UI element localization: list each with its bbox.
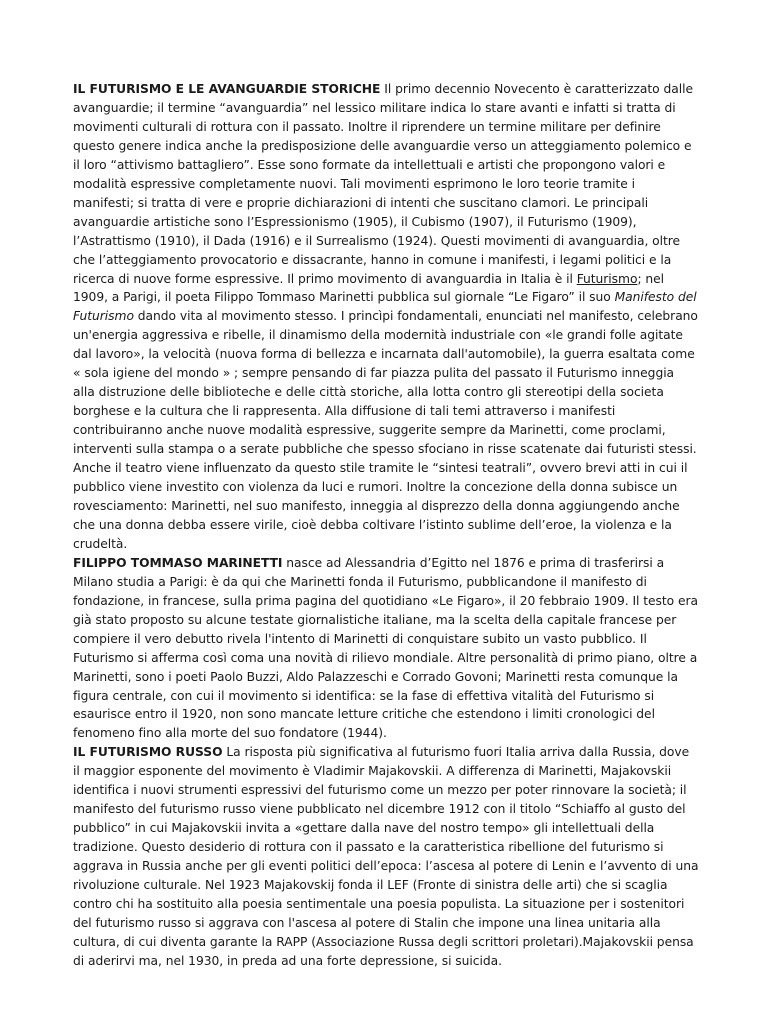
section-body: dando vita al movimento stesso. I princìpi fondamentali, enunciati nel manifesto, celebrano un'energia aggressiva e ribelle, il dinamismo della modernità industriale con «le grandi folle agitate dal lavoro», la velocità (nuova forma di bellezza e incarnata dall'automobile), la guerra esaltata come « sola igiene del mondo » ; sempre pensando di far piazza pulita del passato il Futurismo inneggia alla distruzione delle biblioteche e delle città storiche, alla lotta contro gli stereotipi della societa borghese e la cultura che li rappresenta. Alla diffusione di tali temi attraverso i manifesti contribuiranno anche nuove modalità espressive, suggerite sempre da Marinetti, come proclami, interventi sulla stampa o a serate pubbliche che spesso sfociano in risse scatenate dai futuristi stessi. Anche il teatro viene influenzato da questo stile tramite le “sintesi teatrali”, ovvero brevi atti in cui il pubblico viene investito con violenza da luci e rumori. Inoltre la concezione della donna subisce un rovesciamento: Marinetti, nel suo manifesto, inneggia al disprezzo della donna aggiungendo anche che una donna debba essere virile, cioè debba coltivare l’istinto sublime dell’eroe, la violenza e la crudeltà. — [73, 309, 698, 551]
section-body: nasce ad Alessandria d’Egitto nel 1876 e prima di trasferirsi a Milano studia a Parigi: è da qui che Marinetti fonda il Futurismo, pubblicandone il manifesto di fondazione, in francese, sulla prima pagina del quotidiano «Le Figaro», il 20 febbraio 1909. Il testo era già stato proposto su alcune testate giornalistiche italiane, ma la scelta della capitale francese per compiere il vero debutto rivela l'intento di Marinetti di conquistare subito un vasto pubblico. Il Futurismo si afferma così coma una novità di rilievo mondiale. Altre personalità di primo piano, oltre a Marinetti, sono i poeti Paolo Buzzi, Aldo Palazzeschi e Corrado Govoni; Marinetti resta comunque la figura centrale, con cui il movimento si identifica: se la fase di effettiva vitalità del Futurismo si esaurisce entro il 1920, non sono mancate letture critiche che estendono i limiti cronologici del fenomeno fino alla morte del suo fondatore (1944). — [73, 555, 699, 741]
document-page — [73, 80, 699, 971]
section-body: La risposta più significativa al futurismo fuori Italia arriva dalla Russia, dove il maggior esponente del movimento è Vladimir Majakovskii. A differenza di Marinetti, Majakovskii identifica i nuovi strumenti espressivi del futurismo come un mezzo per poter rinnovare la società; il manifesto del futurismo russo viene pubblicato nel dicembre 1912 con il titolo “Schiaffo al gusto del pubblico” in cui Majakovskii invita a «gettare dalla nave del nostro tempo» gli intellettuali della tradizione. Questo desiderio di rottura con il passato e la caratteristica ribellione del futurismo si aggrava in Russia anche per gli eventi politici dell’epoca: l’ascesa al potere di Lenin e l’avvento di una rivoluzione culturale. Nel 1923 Majakovskij fonda il LEF (Fronte di sinistra delle arti) che si scaglia contro chi ha sostituito alla poesia sentimentale una poesia populista. La situazione per i sostenitori del futurismo russo si aggrava con l'ascesa al potere di Stalin che impone una linea unitaria alla cultura, di cui diventa garante la RAPP (Associazione Russa degli scrittori proletari).Majakovskii pensa di aderirvi ma, nel 1930, in preda ad una forte depressione, si suicida. — [73, 745, 699, 968]
section-body: ; nel 1909, a Parigi, il poeta Filippo Tommaso Marinetti pubblica sul giornale “Le Figaro” il suo — [73, 271, 665, 305]
section-body: Il primo decennio Novecento è caratterizzato dalle avanguardie; il termine “avanguardia” nel lessico militare indica lo stare avanti e infatti si tratta di movimenti culturali di rottura con il passato. Inoltre il riprendere un termine militare per definire questo genere indica anche la predisposizione delle avanguardie verso un atteggiamento polemico e il loro “attivismo battagliero”. Esse sono formate da intellettuali e artisti che propongono valori e modalità espressive completamente nuovi. Tali movimenti esprimono le loro teorie tramite i manifesti; si tratta di vere e proprie dichiarazioni di intenti che suscitano clamori. Le principali avanguardie artistiche sono l’Espressionismo (1905), il Cubismo (1907), il Futurismo (1909), l’Astrattismo (1910), il Dada (1916) e il Surrealismo (1924). Questi movimenti di avanguardia, oltre che l’atteggiamento provocatorio e dissacrante, hanno in comune i manifesti, i legami politici e la ricerca di nuove forme espressive. Il primo movimento di avanguardia in Italia è il — [73, 82, 693, 286]
section-futurismo-russo — [73, 743, 699, 970]
section-marinetti — [73, 554, 699, 744]
section-heading: FILIPPO TOMMASO MARINETTI — [73, 555, 283, 570]
manifesto-title: Manifesto del Futurismo — [73, 290, 697, 324]
section-heading: IL FUTURISMO RUSSO — [73, 745, 223, 760]
section-avanguardie — [73, 80, 699, 554]
futurismo-link[interactable]: Futurismo — [576, 271, 638, 286]
section-heading: IL FUTURISMO E LE AVANGUARDIE STORICHE — [73, 82, 381, 96]
